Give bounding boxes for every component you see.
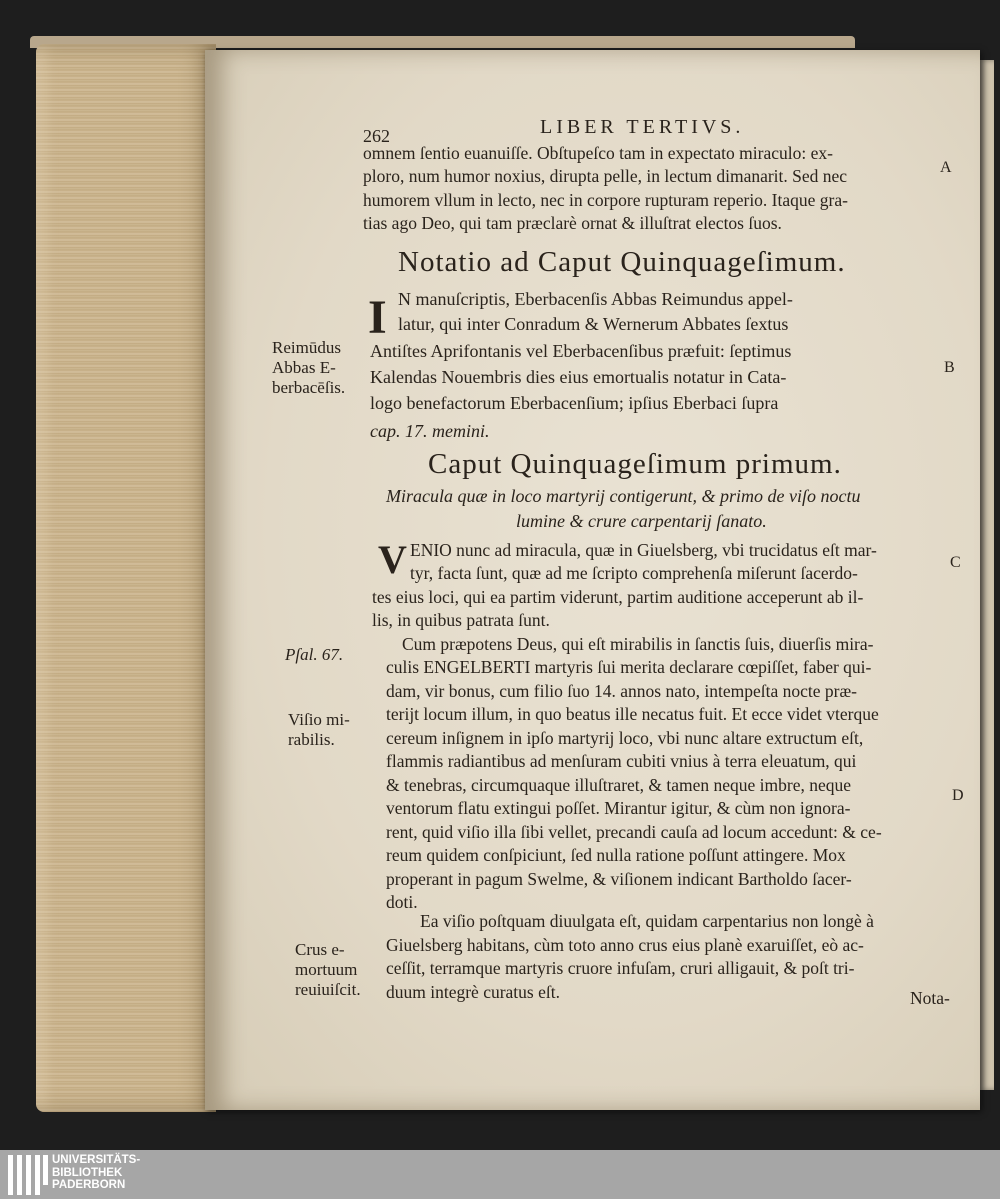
body-line: ploro, num humor noxius, dirupta pelle, in lectum dimanarit. Sed nec bbox=[363, 166, 848, 186]
body-line: Antiſtes Aprifontanis vel Eberbacenſibus præfuit: ſeptimus bbox=[370, 341, 792, 361]
section-heading: Notatio ad Caput Quinquageſimum. bbox=[398, 246, 846, 278]
body-line: humorem vllum in lecto, nec in corpore rupturam reperio. Itaque gra- bbox=[363, 190, 848, 210]
library-footer bbox=[0, 1150, 1000, 1199]
margin-note: Viſio mi- rabilis. bbox=[288, 710, 350, 749]
body-line: Giuelsberg habitans, cùm toto anno crus eius planè exaruiſſet, eò ac- bbox=[386, 935, 864, 955]
library-logo-icon bbox=[8, 1155, 48, 1195]
body-line: latur, qui inter Conradum & Wernerum Abbates ſextus bbox=[398, 314, 789, 334]
section-mark: D bbox=[952, 787, 964, 804]
section-mark: C bbox=[950, 554, 961, 571]
catchword: Nota- bbox=[910, 988, 950, 1008]
body-line: tias ago Deo, qui tam præclarè ornat & illuſtrat electos ſuos. bbox=[363, 213, 782, 233]
body-line: Kalendas Nouembris dies eius emortualis notatur in Cata- bbox=[370, 367, 787, 387]
body-line: omnem ſentio euanuiſſe. Obſtupeſco tam in expectato miraculo: ex- bbox=[363, 143, 833, 163]
body-line: duum integrè curatus eſt. bbox=[386, 982, 560, 1002]
library-name-line: PADERBORN bbox=[52, 1179, 126, 1191]
body-line: flammis radiantibus ad menſuram cubiti vnius à terra eleuatum, qui bbox=[386, 751, 857, 771]
body-line: properant in pagum Swelme, & viſionem indicant Bartholdo ſacer- bbox=[386, 869, 852, 889]
body-line: cereum inſignem in ipſo martyrij loco, vbi nunc altare extructum eſt, bbox=[386, 728, 864, 748]
chapter-subtitle: Miracula quæ in loco martyrij contigerunt, & primo de viſo noctu bbox=[386, 486, 861, 506]
section-mark: B bbox=[944, 359, 955, 376]
body-line: ENIO nunc ad miracula, quæ in Giuelsberg, vbi trucidatus eſt mar- bbox=[410, 540, 877, 560]
drop-cap: I bbox=[368, 291, 387, 344]
body-line: doti. bbox=[386, 892, 418, 912]
facing-page-edge bbox=[980, 60, 994, 1090]
body-line: rent, quid viſio illa ſibi vellet, precandi cauſa ad locum accedunt: & ce- bbox=[386, 822, 882, 842]
library-name-line: UNIVERSITÄTS- bbox=[52, 1154, 141, 1166]
margin-note: Reimūdus Abbas E- berbacēſis. bbox=[272, 338, 346, 397]
chapter-subtitle: lumine & crure carpentarij ſanato. bbox=[516, 511, 767, 531]
library-name-line: BIBLIOTHEK bbox=[52, 1166, 123, 1179]
library-name bbox=[52, 1154, 140, 1192]
body-line: N manuſcriptis, Eberbacenſis Abbas Reimundus appel- bbox=[398, 289, 793, 309]
body-line: lis, in quibus patrata ſunt. bbox=[372, 610, 550, 630]
body-line: Ea viſio poſtquam diuulgata eſt, quidam carpentarius non longè à bbox=[420, 911, 874, 931]
section-mark: A bbox=[940, 159, 952, 176]
body-line: cap. 17. memini. bbox=[370, 421, 490, 441]
body-line: tyr, facta ſunt, quæ ad me ſcripto comprehenſa miſerunt ſacerdo- bbox=[410, 563, 858, 583]
body-line: & tenebras, circumquaque illuſtraret, & tamen neque imbre, neque bbox=[386, 775, 852, 795]
page-number: 262 bbox=[363, 126, 390, 146]
drop-cap: V bbox=[378, 537, 407, 582]
body-line: Cum præpotens Deus, qui eſt mirabilis in ſanctis ſuis, diuerſis mira- bbox=[402, 634, 874, 654]
margin-note: Crus e- mortuum reuiuiſcit. bbox=[295, 940, 361, 999]
body-line: logo benefactorum Eberbacenſium; ipſius Eberbaci ſupra bbox=[370, 393, 779, 413]
margin-note: Pſal. 67. bbox=[285, 645, 344, 664]
chapter-heading: Caput Quinquageſimum primum. bbox=[428, 448, 842, 480]
body-line: ceſſit, terramque martyris cruore infuſam, cruri alligauit, & poſt tri- bbox=[386, 958, 855, 978]
body-line: tes eius loci, qui ea partim viderunt, partim auditione acceperunt ab il- bbox=[372, 587, 864, 607]
body-line: culis ENGELBERTI martyris ſui merita declarare cœpiſſet, faber qui- bbox=[386, 657, 872, 677]
body-line: terijt locum illum, in quo beatus ille necatus fuit. Et ecce videt vterque bbox=[386, 704, 879, 724]
running-title: LIBER TERTIVS. bbox=[540, 116, 745, 138]
body-line: dam, vir bonus, cum filio ſuo 14. annos nato, intempeſta nocte præ- bbox=[386, 681, 857, 701]
body-line: ventorum flatu extingui poſſet. Mirantur igitur, & cùm non ignora- bbox=[386, 798, 851, 818]
page-fore-edge bbox=[36, 44, 216, 1112]
body-line: reum quidem conſpiciunt, ſed nulla ratione poſſunt attingere. Mox bbox=[386, 845, 846, 865]
